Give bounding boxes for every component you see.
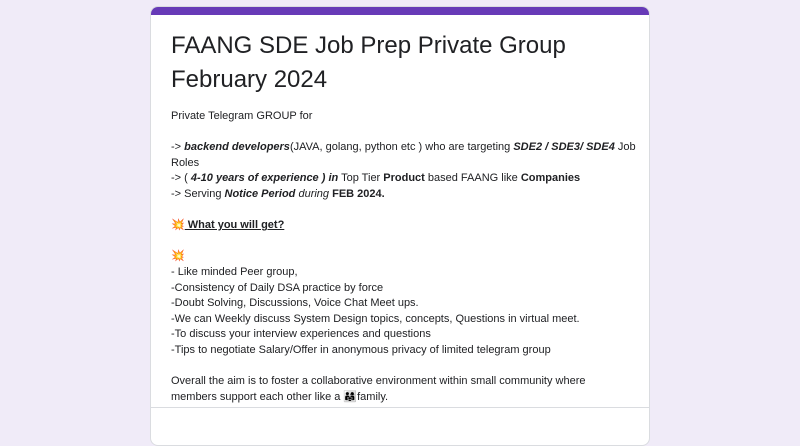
benefit-item: -Doubt Solving, Discussions, Voice Chat Meet ups. (171, 297, 419, 310)
collision-emoji-icon: 💥 (171, 250, 185, 263)
text-bold-italic: backend developers (184, 141, 290, 154)
text-bold: Product (383, 172, 425, 185)
text: (JAVA, golang, python etc ) who are targeting (289, 141, 514, 154)
form-title-line1: FAANG SDE Job Prep Private Group (171, 32, 566, 59)
blank-line (171, 203, 629, 219)
text-italic: during (295, 187, 333, 200)
family-emoji-icon: 👨‍👩‍👧 (343, 390, 358, 403)
text: -> (171, 141, 185, 154)
benefits-heading (171, 218, 629, 234)
desc-line-target-roles (171, 140, 636, 156)
text: -> Serving (171, 187, 225, 200)
benefit-item: -Tips to negotiate Salary/Offer in anonymous privacy of limited telegram group (171, 343, 551, 356)
desc-line-roles-wrap: Roles (171, 156, 200, 169)
blank-line (171, 234, 629, 250)
benefit-item: -Consistency of Daily DSA practice by force (171, 281, 384, 294)
card-content (151, 15, 649, 405)
overall-line-2 (171, 390, 629, 406)
desc-line-experience (171, 171, 629, 187)
benefits-heading-text: What you will get? (184, 219, 285, 232)
overall-line-1: Overall the aim is to foster a collaborative environment within small community where (171, 375, 586, 388)
form-description (171, 109, 636, 405)
text: family. (357, 390, 389, 403)
text: members support each other like a (171, 390, 344, 403)
benefit-item: - Like minded Peer group, (171, 265, 298, 278)
text: -> ( (171, 172, 191, 185)
collision-emoji-icon: 💥 (171, 219, 185, 232)
text: based FAANG like (424, 172, 521, 185)
text: Job (614, 141, 636, 154)
form-title-line2: February 2024 (171, 66, 328, 93)
text-bold-italic: 4-10 years of experience ) in (190, 172, 339, 185)
benefit-item: -To discuss your interview experiences and questions (171, 328, 431, 341)
text: Top Tier (338, 172, 384, 185)
blank-line (171, 359, 629, 375)
form-title (171, 29, 629, 97)
desc-line-notice (171, 187, 629, 203)
desc-intro: Private Telegram GROUP for (171, 110, 313, 122)
text-bold-italic: SDE2 / SDE3/ SDE4 (513, 141, 615, 154)
benefit-item: -We can Weekly discuss System Design topics, concepts, Questions in virtual meet. (171, 312, 580, 325)
accent-bar (151, 7, 649, 15)
card-divider (151, 407, 649, 408)
text-bold: FEB 2024. (332, 187, 385, 200)
text-bold: Companies (520, 172, 581, 185)
form-header-card (150, 6, 650, 446)
blank-line (171, 125, 629, 141)
text-bold-italic: Notice Period (224, 187, 296, 200)
